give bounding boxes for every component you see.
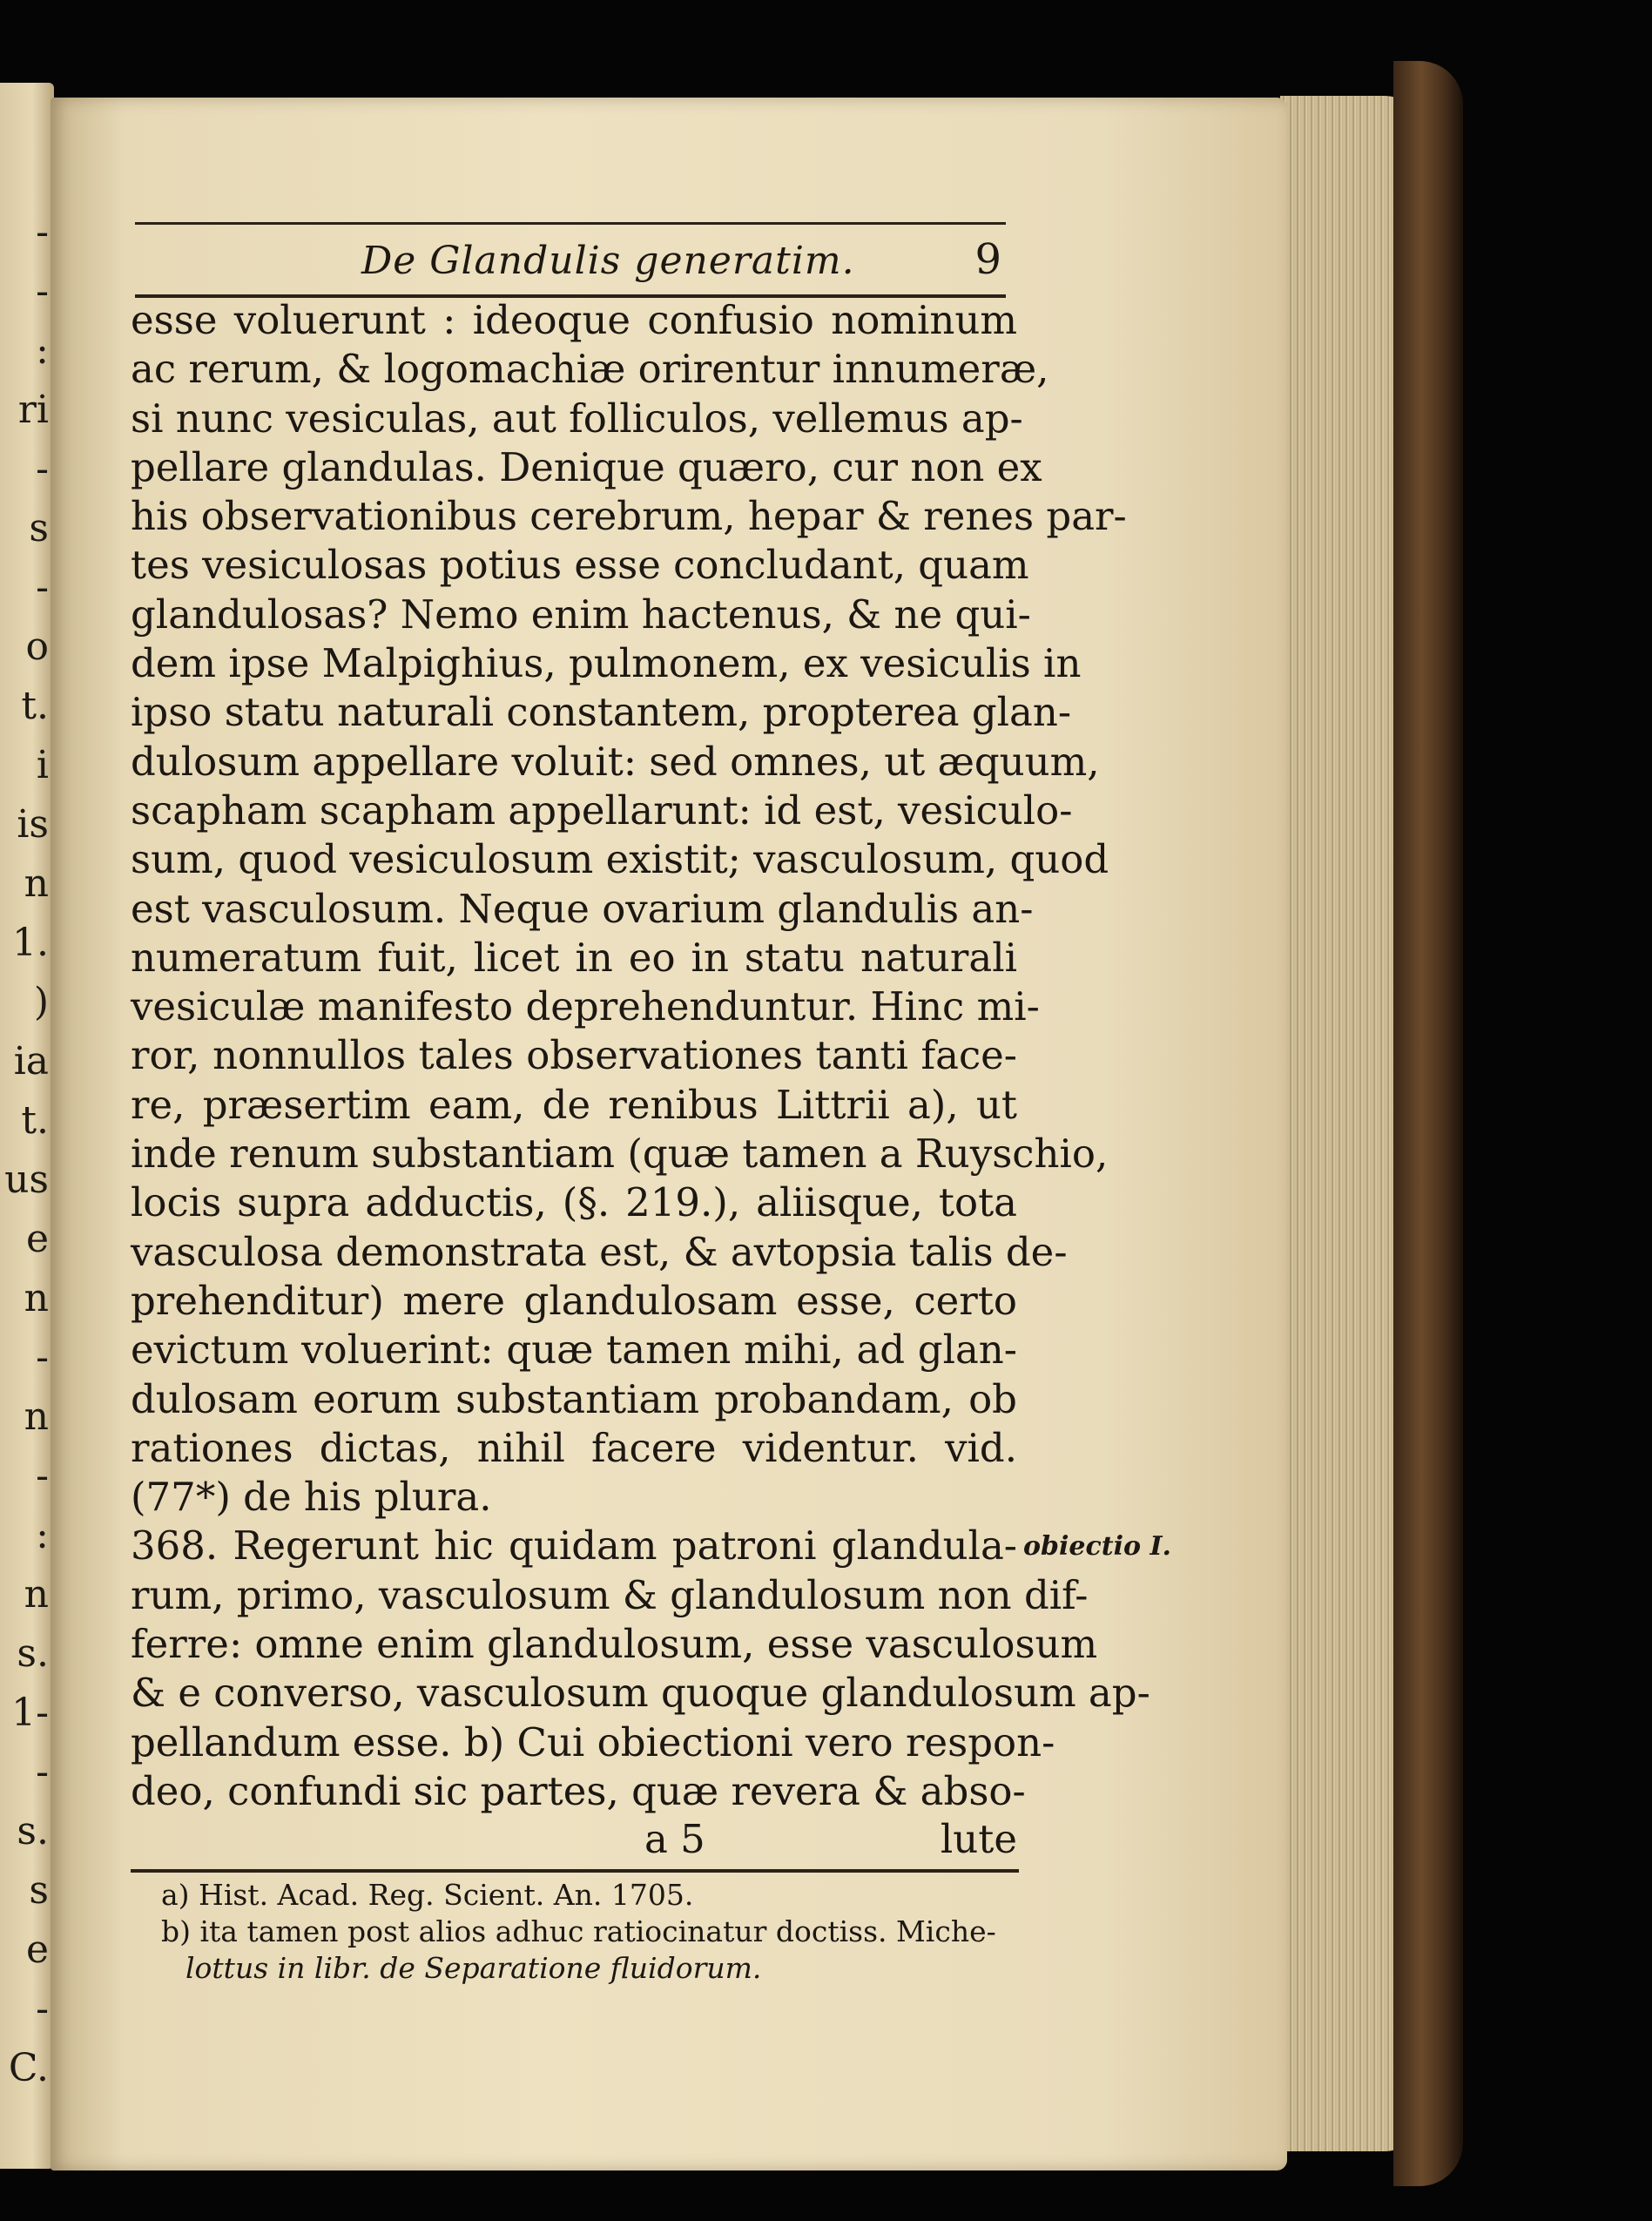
text-line: locis supra adductis, (§. 219.), aliisque, tota (131, 1179, 1017, 1226)
book-cover (1393, 61, 1463, 2186)
prev-page-fragment: - (36, 210, 49, 254)
signature-mark: a 5 (644, 1816, 705, 1862)
catchword: lute (940, 1816, 1017, 1862)
text-line: glandulosas? Nemo enim hactenus, & ne qui- (131, 591, 1031, 638)
prev-page-fragment: ) (33, 980, 49, 1024)
prev-page-fragment: - (36, 1987, 49, 2031)
prev-page-fragment: n (24, 1394, 49, 1439)
prev-page-fragment: e (25, 1927, 49, 1972)
text-line: sum, quod vesiculosum existit; vasculosum, quod (131, 836, 1109, 883)
text-line: deo, confundi sic partes, quæ revera & abso- (131, 1767, 1026, 1814)
prev-page-fragment: s (29, 1868, 49, 1913)
prev-page-fragment: s. (17, 1809, 49, 1853)
text-line: rum, primo, vasculosum & glandulosum non dif- (131, 1571, 1089, 1618)
prev-page-fragment: - (36, 1335, 49, 1380)
footnotes (161, 1877, 1032, 1987)
prev-page-fragment: n (24, 861, 49, 906)
text-line: vasculosa demonstrata est, & avtopsia talis de- (131, 1228, 1068, 1275)
text-line: 368. Regerunt hic quidam patroni glandula- (131, 1522, 1017, 1570)
running-head (135, 222, 1006, 298)
prev-page-fragment: 1- (11, 1691, 49, 1735)
prev-page-fragment: s. (17, 1631, 49, 1676)
prev-page-fragment: t. (21, 1098, 49, 1143)
page-number: 9 (974, 235, 1001, 284)
footnote-b: b) ita tamen post alios adhuc ratiocinatur doctiss. Miche- (161, 1914, 996, 1948)
footnote-a: a) Hist. Acad. Reg. Scient. An. 1705. (161, 1878, 694, 1912)
text-line: & e converso, vasculosum quoque glandulosum ap- (131, 1670, 1150, 1717)
text-line: evictum voluerint: quæ tamen mihi, ad glan- (131, 1327, 1017, 1374)
marginal-note: obiectio I. (1023, 1531, 1171, 1562)
text-line: pellandum esse. b) Cui obiectioni vero respon- (131, 1718, 1055, 1765)
text-line: dulosum appellare voluit: sed omnes, ut æquum, (131, 738, 1100, 785)
prev-page-fragment: - (36, 565, 49, 610)
prev-page-fragment: o (25, 624, 49, 669)
text-line: prehenditur) mere glandulosam esse, certo (131, 1277, 1017, 1324)
text-line: pellare glandulas. Denique quæro, cur non ex (131, 443, 1042, 490)
text-line: dem ipse Malpighius, pulmonem, ex vesiculis in (131, 640, 1082, 687)
text-line: si nunc vesiculas, aut folliculos, vellemus ap- (131, 395, 1023, 442)
prev-page-fragment: n (24, 1276, 49, 1320)
prev-page-fragment: i (36, 743, 49, 787)
prev-page-fragment: - (36, 1454, 49, 1498)
text-line: dulosam eorum substantiam probandam, ob (131, 1375, 1017, 1422)
prev-page-fragment: - (36, 447, 49, 491)
text-line: numeratum fuit, licet in eo in statu naturali (131, 934, 1017, 981)
prev-page-fragment: - (36, 269, 49, 314)
footnote-b-continued: lottus in libr. de Separatione fluidorum. (185, 1951, 762, 1985)
text-line: (77*) de his plura. (131, 1474, 492, 1521)
running-title: De Glandulis generatim. (361, 239, 855, 283)
text-line: tes vesiculosas potius esse concludant, quam (131, 542, 1029, 589)
previous-page-edge (0, 83, 54, 2169)
prev-page-fragment: : (36, 328, 49, 373)
prev-page-fragment: us (4, 1158, 49, 1202)
text-line: vesiculæ manifesto deprehenduntur. Hinc mi- (131, 983, 1040, 1030)
prev-page-fragment: is (17, 802, 49, 847)
prev-page-fragment: : (36, 1513, 49, 1557)
prev-page-fragment: n (24, 1572, 49, 1617)
text-line: esse voluerunt : ideoque confusio nominum (131, 297, 1017, 343)
text-line: ferre: omne enim glandulosum, esse vasculosum (131, 1621, 1098, 1668)
text-line: ipso statu naturali constantem, propterea glan- (131, 689, 1072, 736)
text-line: scapham scapham appellarunt: id est, vesiculo- (131, 786, 1073, 834)
prev-page-fragment: ri (17, 388, 49, 432)
prev-page-fragment: 1. (12, 921, 49, 965)
text-line: est vasculosum. Neque ovarium glandulis an- (131, 885, 1034, 932)
prev-page-fragment: C. (8, 2046, 49, 2090)
prev-page-fragment: - (36, 1750, 49, 1794)
prev-page-fragment: t. (21, 684, 49, 728)
text-line: his observationibus cerebrum, hepar & renes par- (131, 493, 1127, 540)
text-line: inde renum substantiam (quæ tamen a Ruyschio, (131, 1131, 1109, 1178)
signature-line (131, 1816, 1017, 1865)
prev-page-fragment: e (25, 1217, 49, 1261)
text-line: ror, nonnullos tales observationes tanti face- (131, 1032, 1017, 1079)
text-line: rationes dictas, nihil facere videntur. vid. (131, 1424, 1017, 1471)
text-line: ac rerum, & logomachiæ orirentur innumeræ, (131, 346, 1049, 393)
prev-page-fragment: ia (13, 1039, 49, 1083)
text-line: re, præsertim eam, de renibus Littrii a), ut (131, 1081, 1017, 1128)
prev-page-fragment: s (29, 506, 49, 550)
footnote-rule (131, 1869, 1019, 1873)
